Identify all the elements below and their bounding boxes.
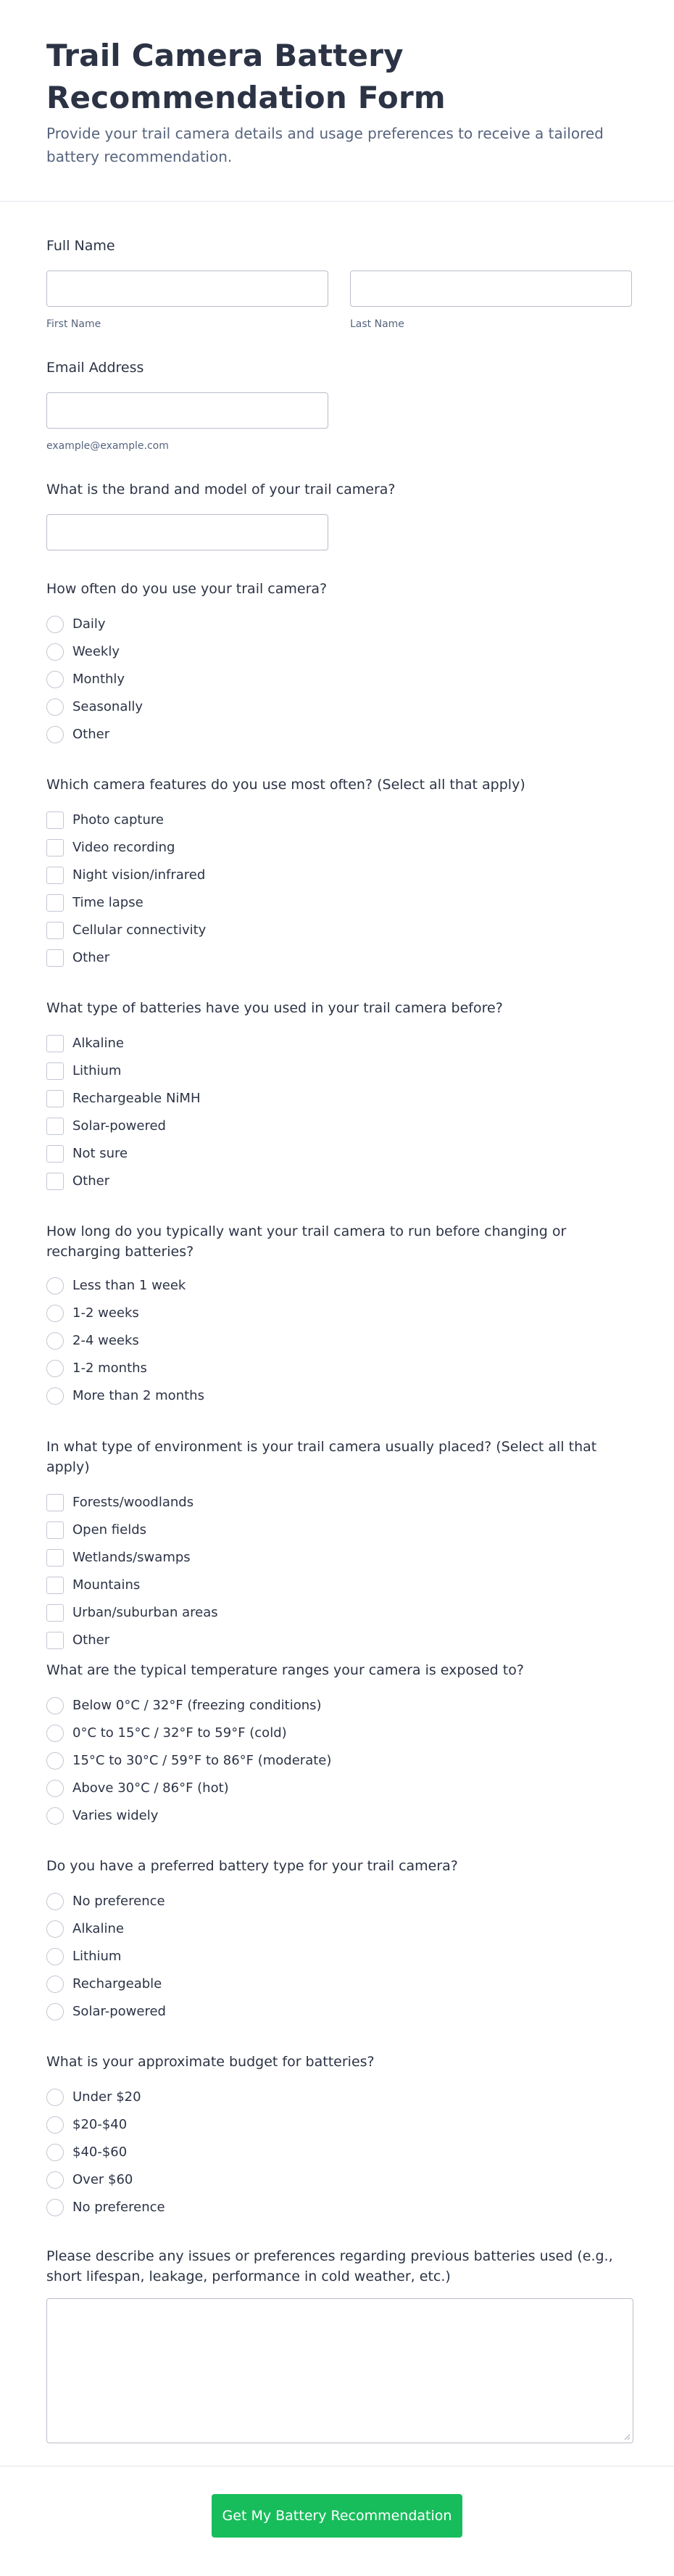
budget-option[interactable]: Under $20 — [46, 2084, 633, 2111]
preferred-type-option[interactable]: Solar-powered — [46, 1998, 633, 2026]
issues-label: Please describe any issues or preferences regarding previous batteries used (e.g., short lifespan, leakage, performance in cold weather, etc.) — [46, 2248, 613, 2284]
checkbox[interactable] — [46, 1145, 64, 1163]
radio-button[interactable] — [46, 2116, 64, 2134]
usage-frequency-option[interactable]: Monthly — [46, 666, 633, 693]
features-option[interactable]: Cellular connectivity — [46, 917, 633, 944]
last-name-hint: Last Name — [350, 318, 404, 330]
temperature-label: What are the typical temperature ranges your camera is exposed to? — [46, 1662, 524, 1678]
radio-button[interactable] — [46, 2003, 64, 2020]
run-time-option[interactable]: More than 2 months — [46, 1382, 633, 1410]
preferred-type-option[interactable]: No preference — [46, 1888, 633, 1915]
issues-textarea[interactable] — [46, 2298, 633, 2443]
temperature-option[interactable]: 0°C to 15°C / 32°F to 59°F (cold) — [46, 1720, 633, 1747]
radio-button[interactable] — [46, 1697, 64, 1714]
checkbox[interactable] — [46, 812, 64, 829]
radio-button[interactable] — [46, 1360, 64, 1377]
run-time-label: How long do you typically want your trail camera to run before changing or recharging batteries? — [46, 1223, 567, 1260]
camera-model-field — [46, 479, 633, 550]
temperature-option[interactable]: 15°C to 30°C / 59°F to 86°F (moderate) — [46, 1747, 633, 1775]
battery-history-option[interactable]: Solar-powered — [46, 1112, 633, 1140]
radio-button[interactable] — [46, 1893, 64, 1910]
temperature-option[interactable]: Below 0°C / 32°F (freezing conditions) — [46, 1692, 633, 1720]
checkbox[interactable] — [46, 1604, 64, 1622]
radio-button[interactable] — [46, 1332, 64, 1350]
battery-history-option[interactable]: Other — [46, 1168, 633, 1195]
features-option[interactable]: Time lapse — [46, 889, 633, 917]
battery-history-option[interactable]: Alkaline — [46, 1030, 633, 1057]
checkbox[interactable] — [46, 1090, 64, 1107]
checkbox[interactable] — [46, 1632, 64, 1649]
preferred-type-field — [46, 1856, 633, 2026]
features-option[interactable]: Night vision/infrared — [46, 862, 633, 889]
radio-button[interactable] — [46, 2144, 64, 2161]
budget-option[interactable]: $20-$40 — [46, 2111, 633, 2139]
first-name-hint: First Name — [46, 318, 101, 330]
radio-button[interactable] — [46, 1807, 64, 1825]
battery-history-label: What type of batteries have you used in your trail camera before? — [46, 1000, 503, 1016]
radio-button[interactable] — [46, 1725, 64, 1742]
radio-button[interactable] — [46, 1387, 64, 1405]
features-label: Which camera features do you use most often? (Select all that apply) — [46, 777, 525, 793]
features-option[interactable]: Photo capture — [46, 806, 633, 834]
checkbox[interactable] — [46, 1577, 64, 1594]
email-hint: example@example.com — [46, 440, 169, 452]
email-label: Email Address — [46, 360, 144, 376]
radio-button[interactable] — [46, 616, 64, 633]
environment-option[interactable]: Open fields — [46, 1516, 633, 1544]
last-name-input[interactable] — [350, 271, 632, 307]
features-field — [46, 775, 633, 972]
radio-button[interactable] — [46, 1780, 64, 1797]
first-name-input[interactable] — [46, 271, 328, 307]
form-title: Trail Camera Battery Recommendation Form — [46, 38, 446, 115]
budget-option[interactable]: Over $60 — [46, 2166, 633, 2194]
features-option[interactable]: Other — [46, 944, 633, 972]
camera-model-label: What is the brand and model of your trail camera? — [46, 482, 396, 498]
form-header — [0, 0, 674, 202]
form-footer — [0, 2466, 674, 2576]
features-option[interactable]: Video recording — [46, 834, 633, 862]
usage-frequency-label: How often do you use your trail camera? — [46, 581, 328, 597]
radio-button[interactable] — [46, 1976, 64, 1993]
checkbox[interactable] — [46, 1118, 64, 1135]
checkbox[interactable] — [46, 894, 64, 912]
preferred-type-option[interactable]: Rechargeable — [46, 1970, 633, 1998]
radio-button[interactable] — [46, 2199, 64, 2216]
temperature-field — [46, 1660, 633, 1830]
checkbox[interactable] — [46, 867, 64, 884]
email-field — [46, 358, 633, 453]
environment-label: In what type of environment is your trail camera usually placed? (Select all that apply) — [46, 1439, 597, 1475]
budget-option[interactable]: No preference — [46, 2194, 633, 2221]
camera-model-input[interactable] — [46, 514, 328, 550]
usage-frequency-option[interactable]: Weekly — [46, 638, 633, 666]
checkbox[interactable] — [46, 1035, 64, 1052]
radio-button[interactable] — [46, 726, 64, 743]
battery-history-option[interactable]: Not sure — [46, 1140, 633, 1168]
preferred-type-label: Do you have a preferred battery type for your trail camera? — [46, 1858, 458, 1874]
radio-button[interactable] — [46, 1752, 64, 1770]
checkbox[interactable] — [46, 1494, 64, 1511]
radio-button[interactable] — [46, 2089, 64, 2106]
usage-frequency-option[interactable]: Daily — [46, 611, 633, 638]
checkbox[interactable] — [46, 949, 64, 967]
run-time-field — [46, 1221, 633, 1410]
run-time-option[interactable]: Less than 1 week — [46, 1272, 633, 1300]
radio-button[interactable] — [46, 1920, 64, 1938]
temperature-option[interactable]: Varies widely — [46, 1802, 633, 1830]
radio-button[interactable] — [46, 671, 64, 688]
radio-button[interactable] — [46, 698, 64, 716]
radio-button[interactable] — [46, 643, 64, 661]
radio-button[interactable] — [46, 1305, 64, 1322]
checkbox[interactable] — [46, 1549, 64, 1566]
preferred-type-option[interactable]: Lithium — [46, 1943, 633, 1970]
preferred-type-option[interactable]: Alkaline — [46, 1915, 633, 1943]
radio-button[interactable] — [46, 1277, 64, 1295]
budget-field — [46, 2052, 633, 2221]
environment-option[interactable]: Other — [46, 1627, 633, 1654]
checkbox[interactable] — [46, 1522, 64, 1539]
environment-field — [46, 1437, 633, 1654]
radio-button[interactable] — [46, 2171, 64, 2189]
full-name-field — [46, 236, 633, 331]
environment-option[interactable]: Urban/suburban areas — [46, 1599, 633, 1627]
environment-option[interactable]: Wetlands/swamps — [46, 1544, 633, 1572]
battery-history-field — [46, 998, 633, 1195]
issues-field — [46, 2246, 633, 2443]
usage-frequency-field — [46, 579, 633, 748]
environment-option[interactable]: Mountains — [46, 1572, 633, 1599]
resize-handle-icon[interactable] — [623, 2433, 631, 2440]
checkbox[interactable] — [46, 1173, 64, 1190]
temperature-option[interactable]: Above 30°C / 86°F (hot) — [46, 1775, 633, 1802]
battery-history-option[interactable]: Lithium — [46, 1057, 633, 1085]
budget-option[interactable]: $40-$60 — [46, 2139, 633, 2166]
radio-button[interactable] — [46, 1948, 64, 1965]
email-input[interactable] — [46, 392, 328, 429]
run-time-option[interactable]: 2-4 weeks — [46, 1327, 633, 1355]
checkbox[interactable] — [46, 839, 64, 856]
environment-option[interactable]: Forests/woodlands — [46, 1489, 633, 1516]
checkbox[interactable] — [46, 1062, 64, 1080]
run-time-option[interactable]: 1-2 weeks — [46, 1300, 633, 1327]
usage-frequency-option[interactable]: Other — [46, 721, 633, 748]
run-time-option[interactable]: 1-2 months — [46, 1355, 633, 1382]
usage-frequency-option[interactable]: Seasonally — [46, 693, 633, 721]
form-description: Provide your trail camera details and usage preferences to receive a tailored battery recommendation. — [46, 125, 604, 165]
full-name-label: Full Name — [46, 238, 115, 254]
budget-label: What is your approximate budget for batteries? — [46, 2054, 375, 2070]
submit-button[interactable]: Get My Battery Recommendation — [212, 2494, 462, 2538]
battery-history-option[interactable]: Rechargeable NiMH — [46, 1085, 633, 1112]
checkbox[interactable] — [46, 922, 64, 939]
